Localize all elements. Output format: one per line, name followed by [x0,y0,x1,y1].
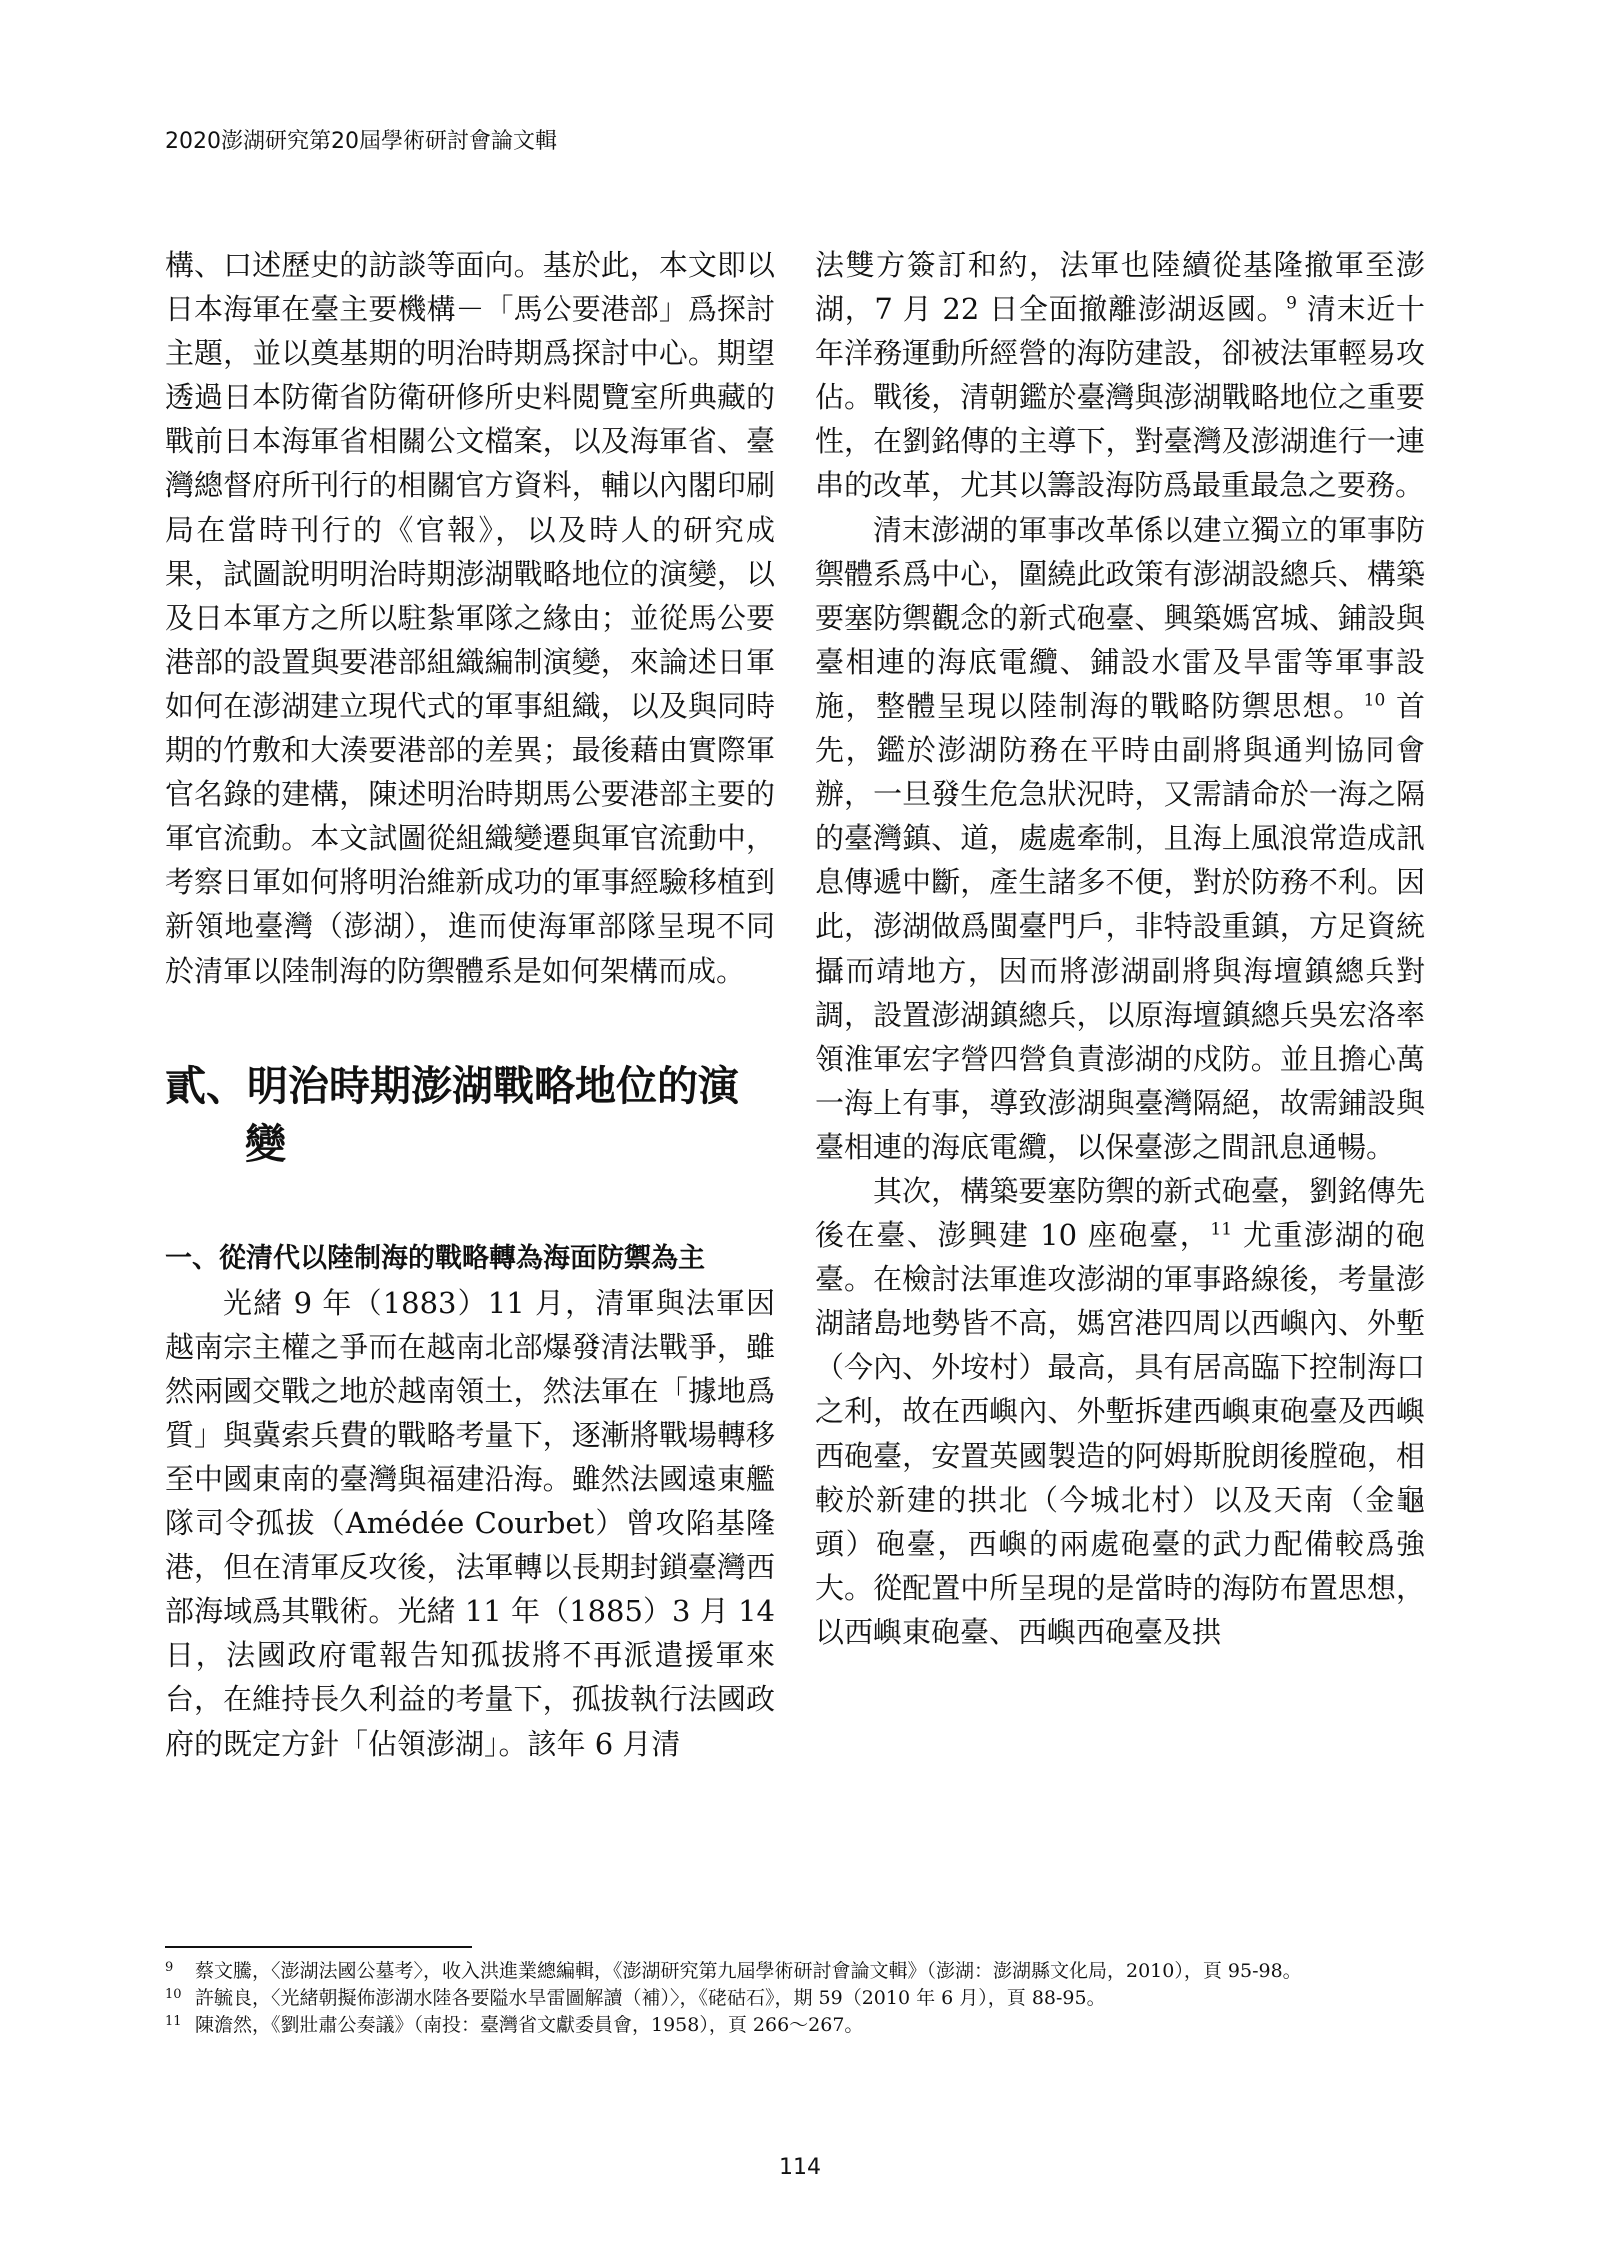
footnote-number: 9 [165,1960,174,1975]
right-column [815,243,1425,1654]
intro-paragraph: 構、口述歷史的訪談等面向。基於此，本文即以日本海軍在臺主要機構－「馬公要港部」爲探討主題，並以奠基期的明治時期爲探討中心。期望透過日本防衛省防衛研修所史料閲覽室所典藏的戰前日本海軍省相關公文檔案，以及海軍省、臺灣總督府所刊行的相關官方資料，輔以內閣印刷局在當時刊行的《官報》，以及時人的研究成果，試圖說明明治時期澎湖戰略地位的演變，以及日本軍方之所以駐紮軍隊之緣由；並從馬公要港部的設置與要港部組織編制演變，來論述日軍如何在澎湖建立現代式的軍事組織，以及與同時期的竹敷和大湊要港部的差異；最後藉由實際軍官名錄的建構，陳述明治時期馬公要港部主要的軍官流動。本文試圖從組織變遷與軍官流動中，考察日軍如何將明治維新成功的軍事經驗移植到新領地臺灣（澎湖），進而使海軍部隊呈現不同於清軍以陸制海的防禦體系是如何架構而成。 [165,248,775,988]
footnotes [165,1958,1445,2039]
footnote-text: 許毓良，〈光緒朝擬佈澎湖水陸各要隘水旱雷圖解讀（補）〉，《硓𥑮石》，期 59（2010 年 6 月），頁 88-95。 [195,1987,1106,2009]
footnote-ref[interactable]: 11 [1210,1219,1233,1240]
footnote-divider [165,1946,472,1948]
paragraph-text: 清末近十年洋務運動所經營的海防建設，卻被法軍輕易攻佔。戰後，清朝鑑於臺灣與澎湖戰略地位之重要性，在劉銘傳的主導下，對臺灣及澎湖進行一連串的改革，尤其以籌設海防爲最重最急之要務。 [815,292,1426,503]
footnote-text: 陳澹然，《劉壯肅公奏議》（南投：臺灣省文獻委員會，1958），頁 266～267。 [195,2014,864,2036]
footnote-ref[interactable]: 10 [1363,690,1386,711]
paragraph-text: 尤重澎湖的砲臺。在檢討法軍進攻澎湖的軍事路線後，考量澎湖諸島地勢皆不高，媽宮港四周以西嶼內、外塹（今內、外垵村）最高，具有居高臨下控制海口之利，故在西嶼內、外塹拆建西嶼東砲臺及西嶼西砲臺，安置英國製造的阿姆斯脫朗後膛砲，相較於新建的拱北（今城北村）以及天南（金龜頭）砲臺，西嶼的兩處砲臺的武力配備較爲強大。從配置中所呈現的是當時的海防布置思想，以西嶼東砲臺、西嶼西砲臺及拱 [815,1218,1426,1649]
section-heading-line1: 貳、明治時期澎湖戰略地位的演 [165,1061,739,1110]
left-column [165,243,775,1766]
subsection-heading: 一、從清代以陸制海的戰略轉為海面防禦為主 [165,1242,705,1274]
section-heading-line2: 變 [245,1119,286,1168]
footnote-item [165,1958,1445,1985]
running-header-title: 2020澎湖研究第20屆學術研討會論文輯 [165,129,557,154]
paragraph-text: 法雙方簽訂和約，法軍也陸續從基隆撤軍至澎湖，7 月 22 日全面撤離澎湖返國。 [815,248,1425,327]
footnote-ref[interactable]: 9 [1286,293,1297,314]
body-paragraph [815,1169,1425,1654]
footnote-text: 蔡文騰，〈澎湖法國公墓考〉，收入洪進業總編輯，《澎湖研究第九屆學術研討會論文輯》（澎湖：澎湖縣文化局，2010），頁 95-98。 [195,1960,1302,1982]
body-paragraph: 光緒 9 年（1883）11 月，清軍與法軍因越南宗主權之爭而在越南北部爆發清法戰爭，雖然兩國交戰之地於越南領土，然法軍在「據地爲質」與冀索兵費的戰略考量下，逐漸將戰場轉移至中國東南的臺灣與福建沿海。雖然法國遠東艦隊司令孤拔（Amédée Courbet）曾攻陷基隆港，但在清軍反攻後，法軍轉以長期封鎖臺灣西部海域爲其戰術。光緒 11 年（1885）3 月 14 日，法國政府電報告知孤拔將不再派遣援軍來台，在維持長久利益的考量下，孤拔執行法國政府的既定方針「佔領澎湖」。該年 6 月清 [165,1285,775,1761]
footnote-item [165,1985,1445,2012]
page-number: 114 [779,2155,821,2180]
footnote-item [165,2012,1445,2039]
footnote-number: 11 [165,2014,182,2029]
paragraph-text: 其次，構築要塞防禦的新式砲臺，劉銘傳先後在臺、澎興建 10 座砲臺， [815,1173,1425,1253]
body-paragraph [815,243,1425,508]
footnote-number: 10 [165,1987,182,2002]
paragraph-text: 清末澎湖的軍事改革係以建立獨立的軍事防禦體系爲中心，圍繞此政策有澎湖設總兵、構築要塞防禦觀念的新式砲臺、興築媽宮城、鋪設與臺相連的海底電纜、鋪設水雷及旱雷等軍事設施，整體呈現以陸制海的戰略防禦思想。 [815,512,1425,723]
paragraph-text: 首先，鑑於澎湖防務在平時由副將與通判協同會辦，一旦發生危急狀況時，又需請命於一海之隔的臺灣鎮、道，處處牽制，且海上風浪常造成訊息傳遞中斷，產生諸多不便，對於防務不利。因此，澎湖做爲閩臺門戶，非特設重鎮，方足資統攝而靖地方，因而將澎湖副將與海壇鎮總兵對調，設置澎湖鎮總兵，以原海壇鎮總兵吳宏洛率領淮軍宏字營四營負責澎湖的戍防。並且擔心萬一海上有事，導致澎湖與臺灣隔絕，故需鋪設與臺相連的海底電纜，以保臺澎之間訊息通暢。 [815,688,1425,1164]
body-paragraph [815,508,1425,1169]
section-heading [165,1057,775,1173]
